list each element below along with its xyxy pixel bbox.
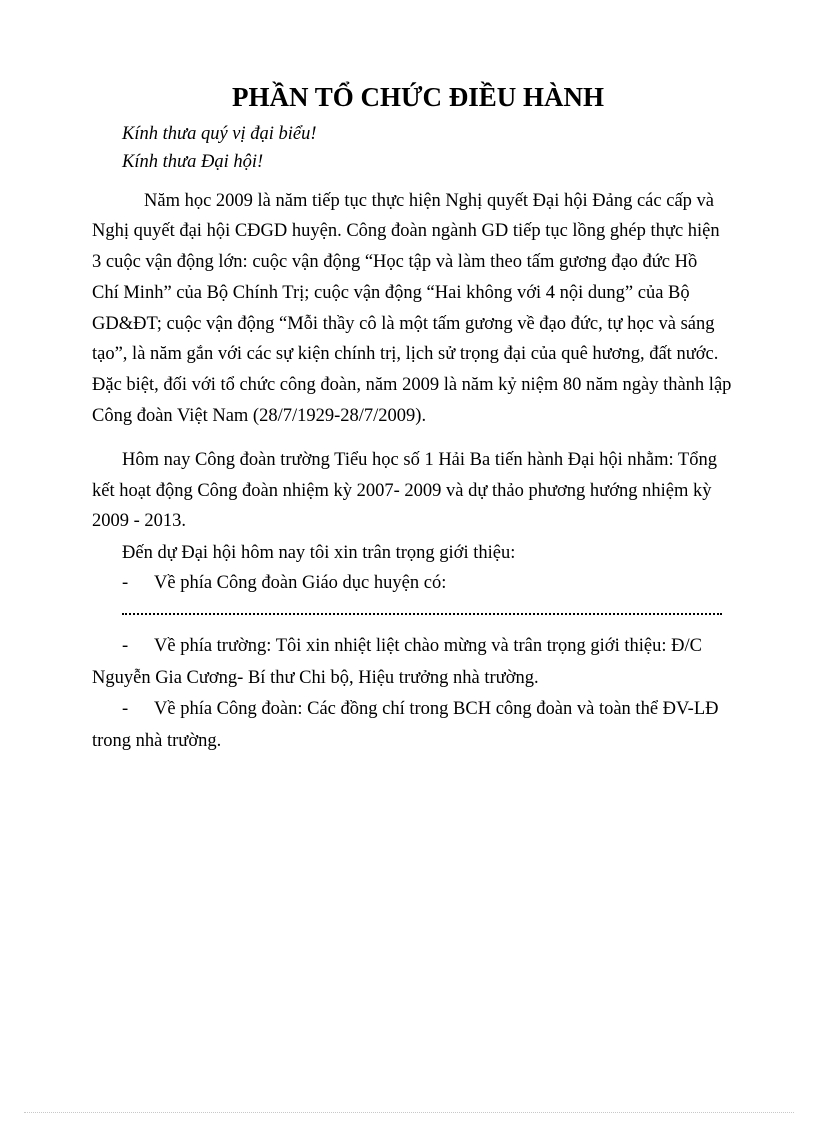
bullet-text: Về phía Công đoàn: Các đồng chí trong BCH công đoàn và toàn thể ĐV-LĐ — [154, 699, 719, 719]
paragraph-line: Đặc biệt, đối với tổ chức công đoàn, năm 2009 là năm kỷ niệm 80 năm ngày thành lập — [92, 375, 732, 395]
bullet-continuation: Nguyễn Gia Cương- Bí thư Chi bộ, Hiệu trưởng nhà trường. — [92, 668, 539, 688]
greeting-congress: Kính thưa Đại hội! — [122, 152, 264, 172]
bullet-text: Về phía Công đoàn Giáo dục huyện có: — [154, 573, 447, 593]
paragraph-line: 3 cuộc vận động lớn: cuộc vận động “Học tập và làm theo tấm gương đạo đức Hồ — [92, 252, 698, 272]
greeting-delegates: Kính thưa quý vị đại biểu! — [122, 124, 317, 144]
page-footer-rule — [24, 1112, 794, 1113]
bullet-dash: - — [122, 636, 129, 656]
paragraph-line: Nghị quyết đại hội CĐGD huyện. Công đoàn ngành GD tiếp tục lồng ghép thực hiện — [92, 221, 720, 241]
paragraph-line: tạo”, là năm gắn với các sự kiện chính trị, lịch sử trọng đại của quê hương, đất nước. — [92, 344, 719, 364]
bullet-continuation: trong nhà trường. — [92, 731, 222, 751]
bullet-item-district-union — [122, 571, 446, 595]
paragraph-line: Năm học 2009 là năm tiếp tục thực hiện Nghị quyết Đại hội Đảng các cấp và — [144, 191, 714, 211]
paragraph-line: Chí Minh” của Bộ Chính Trị; cuộc vận động “Hai không với 4 nội dung” của Bộ — [92, 283, 690, 303]
paragraph-line: GD&ĐT; cuộc vận động “Mỗi thầy cô là một tấm gương về đạo đức, tự học và sáng — [92, 314, 715, 334]
bullet-item-school — [122, 634, 702, 658]
paragraph-line: Công đoàn Việt Nam (28/7/1929-28/7/2009). — [92, 406, 427, 426]
fill-in-dotted-line — [122, 609, 722, 615]
paragraph-line: 2009 - 2013. — [92, 511, 187, 531]
introduction-line: Đến dự Đại hội hôm nay tôi xin trân trọng giới thiệu: — [122, 543, 516, 563]
document-title: PHẦN TỔ CHỨC ĐIỀU HÀNH — [231, 82, 604, 112]
bullet-dash: - — [122, 573, 129, 593]
bullet-dash: - — [122, 699, 129, 719]
paragraph-line: Hôm nay Công đoàn trường Tiểu học số 1 Hải Ba tiến hành Đại hội nhằm: Tổng — [122, 450, 717, 470]
paragraph-line: kết hoạt động Công đoàn nhiệm kỳ 2007- 2009 và dự thảo phương hướng nhiệm kỳ — [92, 481, 712, 501]
bullet-item-union — [122, 697, 719, 721]
bullet-text: Về phía trường: Tôi xin nhiệt liệt chào mừng và trân trọng giới thiệu: Đ/C — [154, 636, 702, 656]
